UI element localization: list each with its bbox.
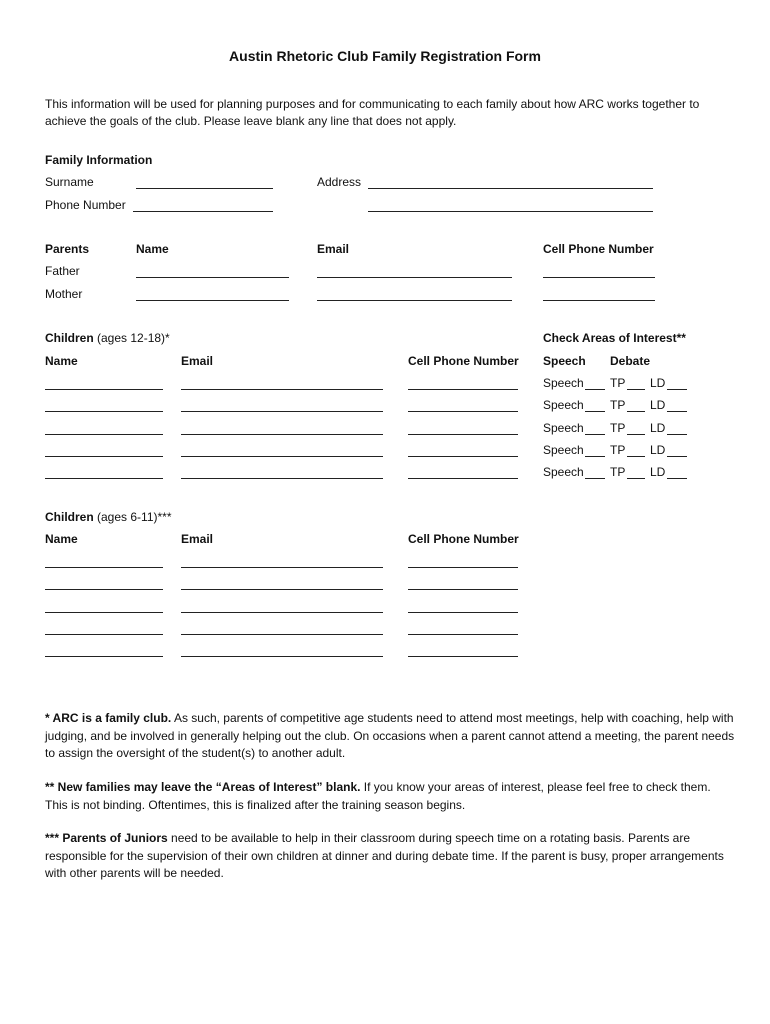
tp-checkbox-label: TP (610, 443, 626, 457)
mother-label: Mother (45, 287, 83, 301)
junior-name-field[interactable] (45, 589, 163, 590)
junior-cell-field[interactable] (408, 589, 518, 590)
ld-check-field[interactable] (667, 456, 687, 457)
teen-cell-field[interactable] (408, 478, 518, 479)
teens-cell-header: Cell Phone Number (408, 354, 519, 368)
father-cell-field[interactable] (543, 277, 655, 278)
juniors-heading (45, 510, 172, 524)
intro-paragraph: This information will be used for planning purposes and for communicating to each family about how ARC works together to achieve the goals of the club. Please leave blank any line that does not apply. (45, 97, 700, 128)
debate-header: Debate (610, 354, 651, 368)
teen-email-field[interactable] (181, 389, 383, 390)
teen-name-field[interactable] (45, 411, 163, 412)
teen-cell-field[interactable] (408, 434, 518, 435)
parents-name-header: Name (136, 242, 169, 256)
tp-checkbox-label: TP (610, 465, 626, 479)
speech-check-field[interactable] (585, 456, 605, 457)
address-label: Address (317, 175, 362, 189)
tp-checkbox-label: TP (610, 421, 626, 435)
ld-checkbox-label: LD (650, 398, 666, 412)
teen-email-field[interactable] (181, 456, 383, 457)
junior-email-field[interactable] (181, 634, 383, 635)
teen-email-field[interactable] (181, 411, 383, 412)
tp-check-field[interactable] (627, 411, 645, 412)
juniors-name-header: Name (45, 532, 78, 546)
teen-name-field[interactable] (45, 389, 163, 390)
interest-heading: Check Areas of Interest** (543, 331, 686, 345)
tp-check-field[interactable] (627, 434, 645, 435)
note-juniors-bold: *** Parents of Juniors (45, 831, 168, 845)
juniors-ages: (ages 6-11)*** (97, 510, 172, 524)
note-new-families (45, 779, 735, 814)
teen-email-field[interactable] (181, 478, 383, 479)
father-email-field[interactable] (317, 277, 512, 278)
junior-name-field[interactable] (45, 612, 163, 613)
junior-email-field[interactable] (181, 567, 383, 568)
junior-name-field[interactable] (45, 567, 163, 568)
ld-checkbox-label: LD (650, 443, 666, 457)
junior-cell-field[interactable] (408, 612, 518, 613)
ld-checkbox-label: LD (650, 421, 666, 435)
speech-check-field[interactable] (585, 434, 605, 435)
teens-heading-label: Children (45, 331, 94, 345)
junior-cell-field[interactable] (408, 634, 518, 635)
teen-cell-field[interactable] (408, 389, 518, 390)
junior-email-field[interactable] (181, 656, 383, 657)
speech-checkbox-label: Speech (543, 465, 584, 479)
junior-email-field[interactable] (181, 589, 383, 590)
parents-cell-header: Cell Phone Number (543, 242, 654, 256)
junior-cell-field[interactable] (408, 567, 518, 568)
junior-name-field[interactable] (45, 634, 163, 635)
juniors-cell-header: Cell Phone Number (408, 532, 519, 546)
ld-checkbox-label: LD (650, 465, 666, 479)
surname-field[interactable] (136, 188, 273, 189)
ld-check-field[interactable] (667, 478, 687, 479)
phone-number-label: Phone Number (45, 198, 126, 212)
teens-email-header: Email (181, 354, 214, 368)
family-info-heading: Family Information (45, 153, 153, 167)
ld-check-field[interactable] (667, 389, 687, 390)
teen-name-field[interactable] (45, 478, 163, 479)
father-label: Father (45, 264, 80, 278)
teen-name-field[interactable] (45, 456, 163, 457)
surname-label: Surname (45, 175, 94, 189)
teen-name-field[interactable] (45, 434, 163, 435)
juniors-heading-label: Children (45, 510, 94, 524)
note-family-club (45, 710, 735, 763)
note-new-families-text: If you know your areas of interest, please feel free to check them. This is not binding. Oftentimes, this is finalized after the training season begins. (45, 780, 711, 812)
parents-header: Parents (45, 242, 90, 256)
father-name-field[interactable] (136, 277, 289, 278)
tp-check-field[interactable] (627, 456, 645, 457)
junior-name-field[interactable] (45, 656, 163, 657)
speech-checkbox-label: Speech (543, 376, 584, 390)
junior-cell-field[interactable] (408, 656, 518, 657)
mother-cell-field[interactable] (543, 300, 655, 301)
junior-email-field[interactable] (181, 612, 383, 613)
speech-checkbox-label: Speech (543, 398, 584, 412)
address-field-line-1[interactable] (368, 188, 653, 189)
speech-checkbox-label: Speech (543, 443, 584, 457)
mother-name-field[interactable] (136, 300, 289, 301)
note-juniors-text: need to be available to help in their classroom during speech time on a rotating basis. Parents are responsible for the supervision of their own children at dinner and during debate time. If the parent is busy, proper arrangements with other parents will be needed. (45, 831, 724, 880)
address-field-line-2[interactable] (368, 211, 653, 212)
tp-checkbox-label: TP (610, 376, 626, 390)
parents-email-header: Email (317, 242, 350, 256)
speech-checkbox-label: Speech (543, 421, 584, 435)
speech-header: Speech (543, 354, 586, 368)
tp-check-field[interactable] (627, 389, 645, 390)
teen-cell-field[interactable] (408, 456, 518, 457)
speech-check-field[interactable] (585, 478, 605, 479)
speech-check-field[interactable] (585, 389, 605, 390)
juniors-email-header: Email (181, 532, 214, 546)
phone-number-field[interactable] (133, 211, 273, 212)
teens-heading (45, 331, 170, 345)
tp-checkbox-label: TP (610, 398, 626, 412)
teen-email-field[interactable] (181, 434, 383, 435)
teens-name-header: Name (45, 354, 78, 368)
form-title: Austin Rhetoric Club Family Registration Form (229, 48, 541, 64)
teen-cell-field[interactable] (408, 411, 518, 412)
note-family-club-bold: * ARC is a family club. (45, 711, 172, 725)
ld-check-field[interactable] (667, 411, 687, 412)
note-new-families-bold: ** New families may leave the “Areas of Interest” blank. (45, 780, 361, 794)
ld-checkbox-label: LD (650, 376, 666, 390)
tp-check-field[interactable] (627, 478, 645, 479)
note-family-club-text: As such, parents of competitive age students need to attend most meetings, help with coaching, help with judging, and be involved in generally helping out the club. On occasions when a parent cannot attend a meeting, the parent needs to assign the oversight of the student(s) to another adult. (45, 711, 735, 760)
mother-email-field[interactable] (317, 300, 512, 301)
ld-check-field[interactable] (667, 434, 687, 435)
speech-check-field[interactable] (585, 411, 605, 412)
note-juniors (45, 830, 735, 883)
teens-ages: (ages 12-18)* (97, 331, 170, 345)
